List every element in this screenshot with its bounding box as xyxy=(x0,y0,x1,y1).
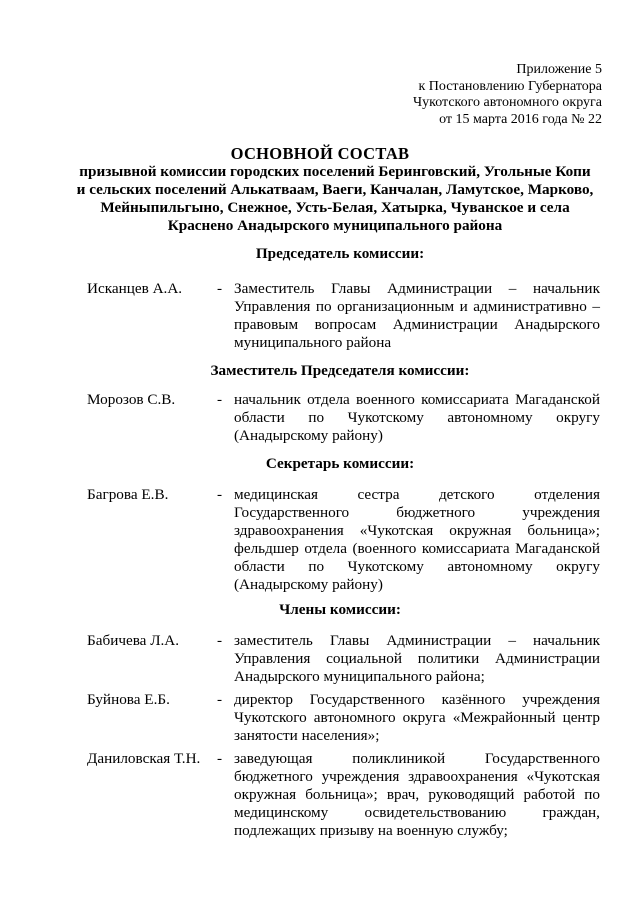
word: Администрации xyxy=(392,316,498,333)
word: правовым xyxy=(234,316,299,333)
description-line xyxy=(234,504,600,522)
word: Главы xyxy=(331,280,371,297)
word: граждан, xyxy=(542,804,600,821)
word: начальник xyxy=(533,280,600,297)
member-dash: - xyxy=(217,750,223,767)
word: по xyxy=(308,558,325,575)
description-line xyxy=(234,316,600,334)
subtitle-line: призывной комиссии городских поселений Беринговский, Угольные Копи xyxy=(79,163,591,180)
word: Управления xyxy=(234,650,311,667)
subtitle-line: Краснено Анадырского муниципального района xyxy=(167,217,503,234)
word: Заместитель xyxy=(234,280,315,297)
word: округа xyxy=(402,709,446,726)
word: «Межрайонный xyxy=(452,709,556,726)
subtitle-line: и сельских поселений Алькатваам, Ваеги, Канчалан, Ламутское, Марково, xyxy=(76,181,594,198)
description-line: Анадырского муниципального района; xyxy=(234,668,485,685)
member-description xyxy=(234,486,600,594)
section-heading-members: Члены комиссии: xyxy=(279,601,401,618)
word: Главы xyxy=(329,632,370,649)
member-name: Исканцев А.А. xyxy=(87,280,183,297)
word: – xyxy=(508,632,516,649)
word: директор xyxy=(234,691,293,708)
word: бюджетного xyxy=(234,768,313,785)
word: административно xyxy=(473,298,587,315)
word: здравоохранения xyxy=(408,768,518,785)
word: политики xyxy=(417,650,480,667)
word: отдела xyxy=(304,540,347,557)
member-dash: - xyxy=(217,391,223,408)
member-name: Бабичева Л.А. xyxy=(87,632,180,649)
word: автономному xyxy=(447,558,533,575)
appendix-line: Чукотского автономного округа xyxy=(413,95,602,110)
description-line xyxy=(234,298,600,316)
description-line: (Анадырскому району) xyxy=(234,576,383,593)
word: отдела xyxy=(307,391,350,408)
description-line: (Анадырскому району) xyxy=(234,427,383,444)
document-subtitle xyxy=(60,163,610,235)
word: Чукотскому xyxy=(347,558,424,575)
description-line xyxy=(234,650,600,668)
appendix-block xyxy=(342,62,602,128)
word: Чукотского xyxy=(234,709,307,726)
word: Администрации xyxy=(495,650,600,667)
description-line xyxy=(234,804,600,822)
word: Чукотскому xyxy=(347,409,424,426)
description-line xyxy=(234,691,600,709)
word: Анадырского xyxy=(514,316,600,333)
word: округу xyxy=(556,558,600,575)
member-description xyxy=(234,280,600,352)
word: окружная xyxy=(234,786,297,803)
word: автономному xyxy=(447,409,533,426)
word: начальник xyxy=(234,391,301,408)
word: по xyxy=(308,409,325,426)
word: комиссариата xyxy=(421,540,510,557)
word: освидетельствованию xyxy=(364,804,507,821)
word: больница»; xyxy=(527,522,600,539)
word: работой xyxy=(523,786,576,803)
word: окружная xyxy=(449,522,512,539)
word: Государственного xyxy=(484,750,600,767)
word: бюджетного xyxy=(396,504,476,521)
word: начальник xyxy=(533,632,600,649)
word: фельдшер xyxy=(234,540,299,557)
description-line xyxy=(234,558,600,576)
word: отделения xyxy=(534,486,600,503)
word: Управления xyxy=(234,298,311,315)
word: Администрации xyxy=(386,632,492,649)
description-line xyxy=(234,786,600,804)
word: организационным xyxy=(337,298,455,315)
word: (военного xyxy=(352,540,417,557)
word: Государственного xyxy=(234,504,350,521)
member-name: Буйнова Е.Б. xyxy=(87,691,170,708)
word: по xyxy=(315,298,332,315)
word: – xyxy=(508,280,517,297)
member-dash: - xyxy=(217,280,223,297)
member-name: Багрова Е.В. xyxy=(87,486,169,503)
word: области xyxy=(234,409,285,426)
appendix-line: Приложение 5 xyxy=(516,62,602,77)
subtitle-line: Мейныпильгыно, Снежное, Усть-Белая, Хатырка, Чуванское и села xyxy=(100,199,570,216)
word: здравоохранения xyxy=(234,522,344,539)
appendix-line: к Постановлению Губернатора xyxy=(418,78,602,94)
word: Государственного xyxy=(309,691,425,708)
word: учреждения xyxy=(522,504,600,521)
word: казённого xyxy=(441,691,506,708)
section-heading-chairman: Председатель комиссии: xyxy=(255,245,425,262)
word: учреждения xyxy=(522,691,600,708)
description-line xyxy=(234,632,600,650)
word: медицинская xyxy=(234,486,319,503)
word: области xyxy=(234,558,285,575)
section-heading-secretary: Секретарь комиссии: xyxy=(265,455,415,472)
member-description xyxy=(234,632,600,686)
word: – xyxy=(592,298,600,315)
word: сестра xyxy=(357,486,400,503)
member-name: Морозов С.В. xyxy=(87,391,176,408)
word: вопросам xyxy=(314,316,377,333)
word: больница»; xyxy=(305,786,378,803)
member-name: Даниловская Т.Н. xyxy=(87,750,201,767)
description-line xyxy=(234,522,600,540)
member-dash: - xyxy=(217,486,223,503)
member-description xyxy=(234,391,600,445)
description-line: муниципального района xyxy=(234,334,392,351)
appendix-line: от 15 марта 2016 года № 22 xyxy=(439,111,602,127)
word: врач, xyxy=(386,786,420,803)
word: военного xyxy=(356,391,415,408)
description-line xyxy=(234,391,600,409)
word: центр xyxy=(562,709,600,726)
word: заведующая xyxy=(234,750,313,767)
description-line: подлежащих призыву на военную службу; xyxy=(234,822,508,839)
description-line xyxy=(234,709,600,727)
member-description xyxy=(234,750,600,840)
description-line xyxy=(234,280,600,298)
word: медицинскому xyxy=(234,804,329,821)
word: «Чукотская xyxy=(526,768,600,785)
member-dash: - xyxy=(217,632,223,649)
word: округу xyxy=(556,409,600,426)
member-dash: - xyxy=(217,691,223,708)
document-title: ОСНОВНОЙ СОСТАВ xyxy=(230,144,410,163)
member-description xyxy=(234,691,600,745)
word: комиссариата xyxy=(421,391,509,408)
description-line xyxy=(234,409,600,427)
word: детского xyxy=(438,486,495,503)
word: автономного xyxy=(313,709,396,726)
word: социальной xyxy=(326,650,402,667)
section-heading-deputy: Заместитель Председателя комиссии: xyxy=(210,362,470,379)
word: руководящий xyxy=(428,786,515,803)
description-line xyxy=(234,486,600,504)
word: «Чукотская xyxy=(359,522,434,539)
description-line xyxy=(234,750,600,768)
word: и xyxy=(459,298,468,315)
word: заместитель xyxy=(234,632,313,649)
word: поликлиникой xyxy=(352,750,446,767)
description-line: занятости населения»; xyxy=(234,727,380,744)
word: по xyxy=(584,786,600,803)
description-line xyxy=(234,540,600,558)
description-line xyxy=(234,768,600,786)
word: Магаданской xyxy=(515,540,600,557)
word: Администрации xyxy=(387,280,493,297)
word: Магаданской xyxy=(515,391,600,408)
word: учреждения xyxy=(321,768,400,785)
